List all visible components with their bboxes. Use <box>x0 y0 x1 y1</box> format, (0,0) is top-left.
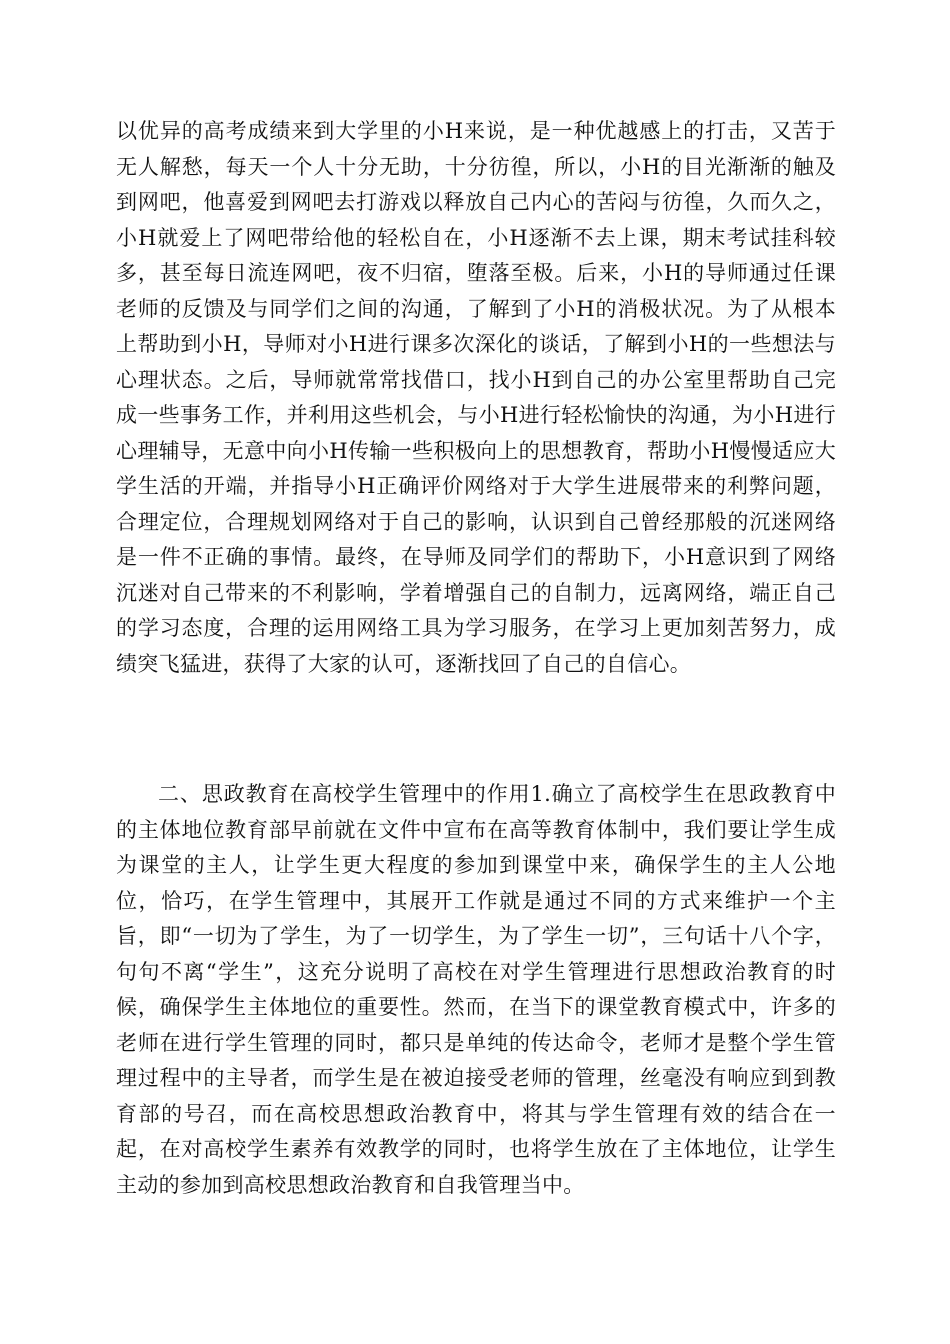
body-paragraph-section-two: 二、思政教育在高校学生管理中的作用1.确立了高校学生在思政教育中的主体地位教育部早前就在文件中宣布在高等教育体制中，我们要让学生成为课堂的主人，让学生更大程度的参加到课堂中来，确保学生的主人公地位，恰巧，在学生管理中，其展开工作就是通过不同的方式来维护一个主旨，即“一切为了学生，为了一切学生，为了学生一切”，三句话十八个字，句句不离“学生”，这充分说明了高校在对学生管理进行思想政治教育的时候，确保学生主体地位的重要性。然而，在当下的课堂教育模式中，许多的老师在进行学生管理的同时，都只是单纯的传达命令，老师才是整个学生管理过程中的主导者，而学生是在被迫接受老师的管理，丝毫没有响应到到教育部的号召，而在高校思想政治教育中，将其与学生管理有效的结合在一起，在对高校学生素养有效教学的同时，也将学生放在了主体地位，让学生主动的参加到高校思想政治教育和自我管理当中。 <box>116 782 836 1197</box>
body-paragraph-case-study: 以优异的高考成绩来到大学里的小H来说，是一种优越感上的打击，又苦于无人解愁，每天一个人十分无助，十分彷徨，所以，小H的目光渐渐的触及到网吧，他喜爱到网吧去打游戏以释放自己内心的苦闷与彷徨，久而久之，小H就爱上了网吧带给他的轻松自在，小H逐渐不去上课，期末考试挂科较多，甚至每日流连网吧，夜不归宿，堕落至极。后来，小H的导师通过任课老师的反馈及与同学们之间的沟通，了解到了小H的消极状况。为了从根本上帮助到小H，导师对小H进行课多次深化的谈话，了解到小H的一些想法与心理状态。之后，导师就常常找借口，找小H到自己的办公室里帮助自己完成一些事务工作，并利用这些机会，与小H进行轻松愉快的沟通，为小H进行心理辅导，无意中向小H传输一些积极向上的思想教育，帮助小H慢慢适应大学生活的开端，并指导小H正确评价网络对于大学生进展带来的利弊问题，合理定位，合理规划网络对于自己的影响，认识到自己曾经那般的沉迷网络是一件不正确的事情。最终，在导师及同学们的帮助下，小H意识到了网络沉迷对自己带来的不利影响，学着增强自己的自制力，远离网络，端正自己的学习态度，合理的运用网络工具为学习服务，在学习上更加刻苦努力，成绩突飞猛进，获得了大家的认可，逐渐找回了自己的自信心。 <box>116 119 836 676</box>
